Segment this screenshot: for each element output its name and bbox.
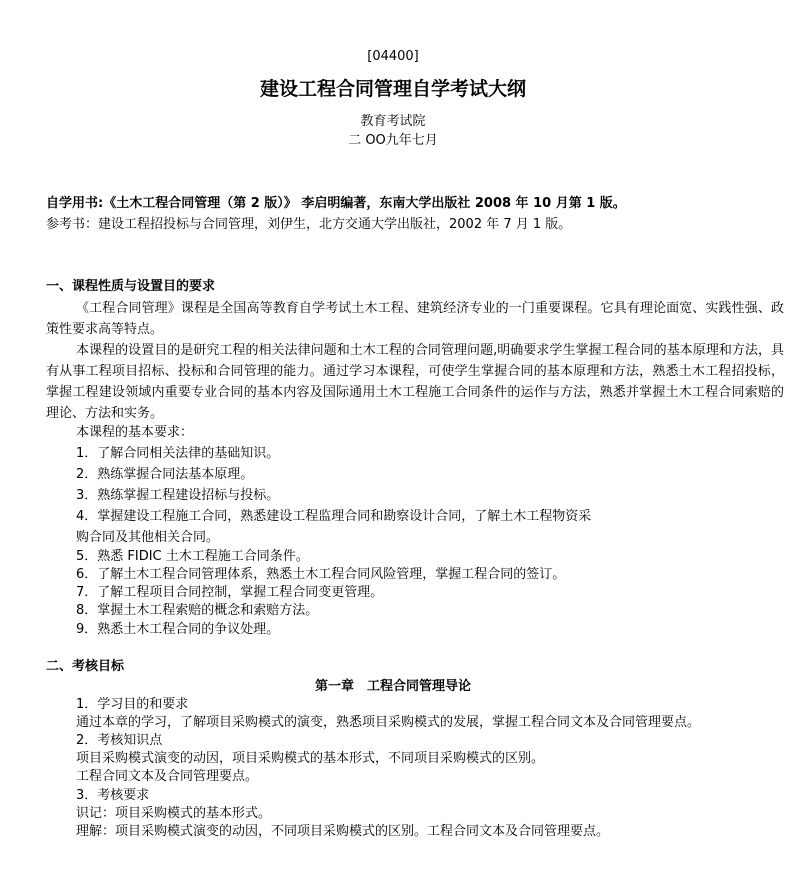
requirement-item: 4．掌握建设工程施工合同，熟悉建设工程监理合同和勘察设计合同，了解土木工程物资采 — [76, 509, 592, 524]
issue-date: 二 OO九年七月 — [348, 133, 438, 148]
requirement-item: 7．了解工程项目合同控制，掌握工程合同变更管理。 — [76, 585, 384, 600]
requirement-item: 6．了解土木工程合同管理体系，熟悉土木工程合同风险管理，掌握工程合同的签订。 — [76, 567, 566, 582]
requirement-item: 3．熟练掌握工程建设招标与投标。 — [76, 488, 280, 503]
body-line: 理解：项目采购模式演变的动因，不同项目采购模式的区别。工程合同文本及合同管理要点。 — [76, 824, 610, 839]
subsection-heading: 1．学习目的和要求 — [76, 697, 189, 712]
section-heading-1: 一、课程性质与设置目的要求 — [46, 279, 216, 294]
requirement-item-continued: 购合同及其他相关合同。 — [76, 530, 220, 545]
document-title: 建设工程合同管理自学考试大纲 — [259, 78, 526, 100]
section-heading-2: 二、考核目标 — [46, 659, 125, 674]
self-study-book: 自学用书:《土木工程合同管理（第 2 版）》 李启明编著，东南大学出版社 2008 年 10 月第 1 版。 — [46, 196, 626, 211]
paragraph-course-purpose: 本课程的设置目的是研究工程的相关法律问题和土木工程的合同管理问题,明确要求学生掌握工程合同的基本原理和方法，具有从事工程项目招标、投标和合同管理的能力。通过学习本课程，可使学生掌握合同的基本原理和方法，熟悉土木工程招投标，掌握工程建设领域内重要专业合同的基本内容及国际通用土木工程施工合同条件的运作与方法，熟悉并掌握土木工程合同索赔的理论、方法和实务。 — [46, 343, 784, 421]
subsection-heading: 2．考核知识点 — [76, 733, 163, 748]
requirement-item: 9．熟悉土木工程合同的争议处理。 — [76, 622, 280, 637]
requirements-intro: 本课程的基本要求： — [76, 425, 194, 440]
requirement-item: 2．熟练掌握合同法基本原理。 — [76, 467, 254, 482]
requirement-item: 1．了解合同相关法律的基础知识。 — [76, 446, 280, 461]
requirement-item: 5．熟悉 FIDIC 土木工程施工合同条件。 — [76, 549, 309, 564]
chapter-title: 第一章 工程合同管理导论 — [314, 679, 471, 694]
issuer: 教育考试院 — [360, 114, 426, 129]
reference-book: 参考书：建设工程招投标与合同管理，刘伊生，北方交通大学出版社，2002 年 7 月 1 版。 — [46, 217, 572, 232]
requirement-item: 8．掌握土木工程索赔的概念和索赔方法。 — [76, 603, 319, 618]
body-line: 工程合同文本及合同管理要点。 — [76, 769, 259, 784]
paragraph-course-nature: 《工程合同管理》课程是全国高等教育自学考试土木工程、建筑经济专业的一门重要课程。它具有理论面宽、实践性强、政策性要求高等特点。 — [46, 301, 784, 337]
course-code: [04400] — [367, 49, 419, 64]
body-line: 识记：项目采购模式的基本形式。 — [76, 806, 272, 821]
body-line: 通过本章的学习，了解项目采购模式的演变，熟悉项目采购模式的发展，掌握工程合同文本及合同管理要点。 — [76, 715, 701, 730]
subsection-heading: 3．考核要求 — [76, 788, 150, 803]
body-line: 项目采购模式演变的动因，项目采购模式的基本形式，不同项目采购模式的区别。 — [76, 751, 545, 766]
